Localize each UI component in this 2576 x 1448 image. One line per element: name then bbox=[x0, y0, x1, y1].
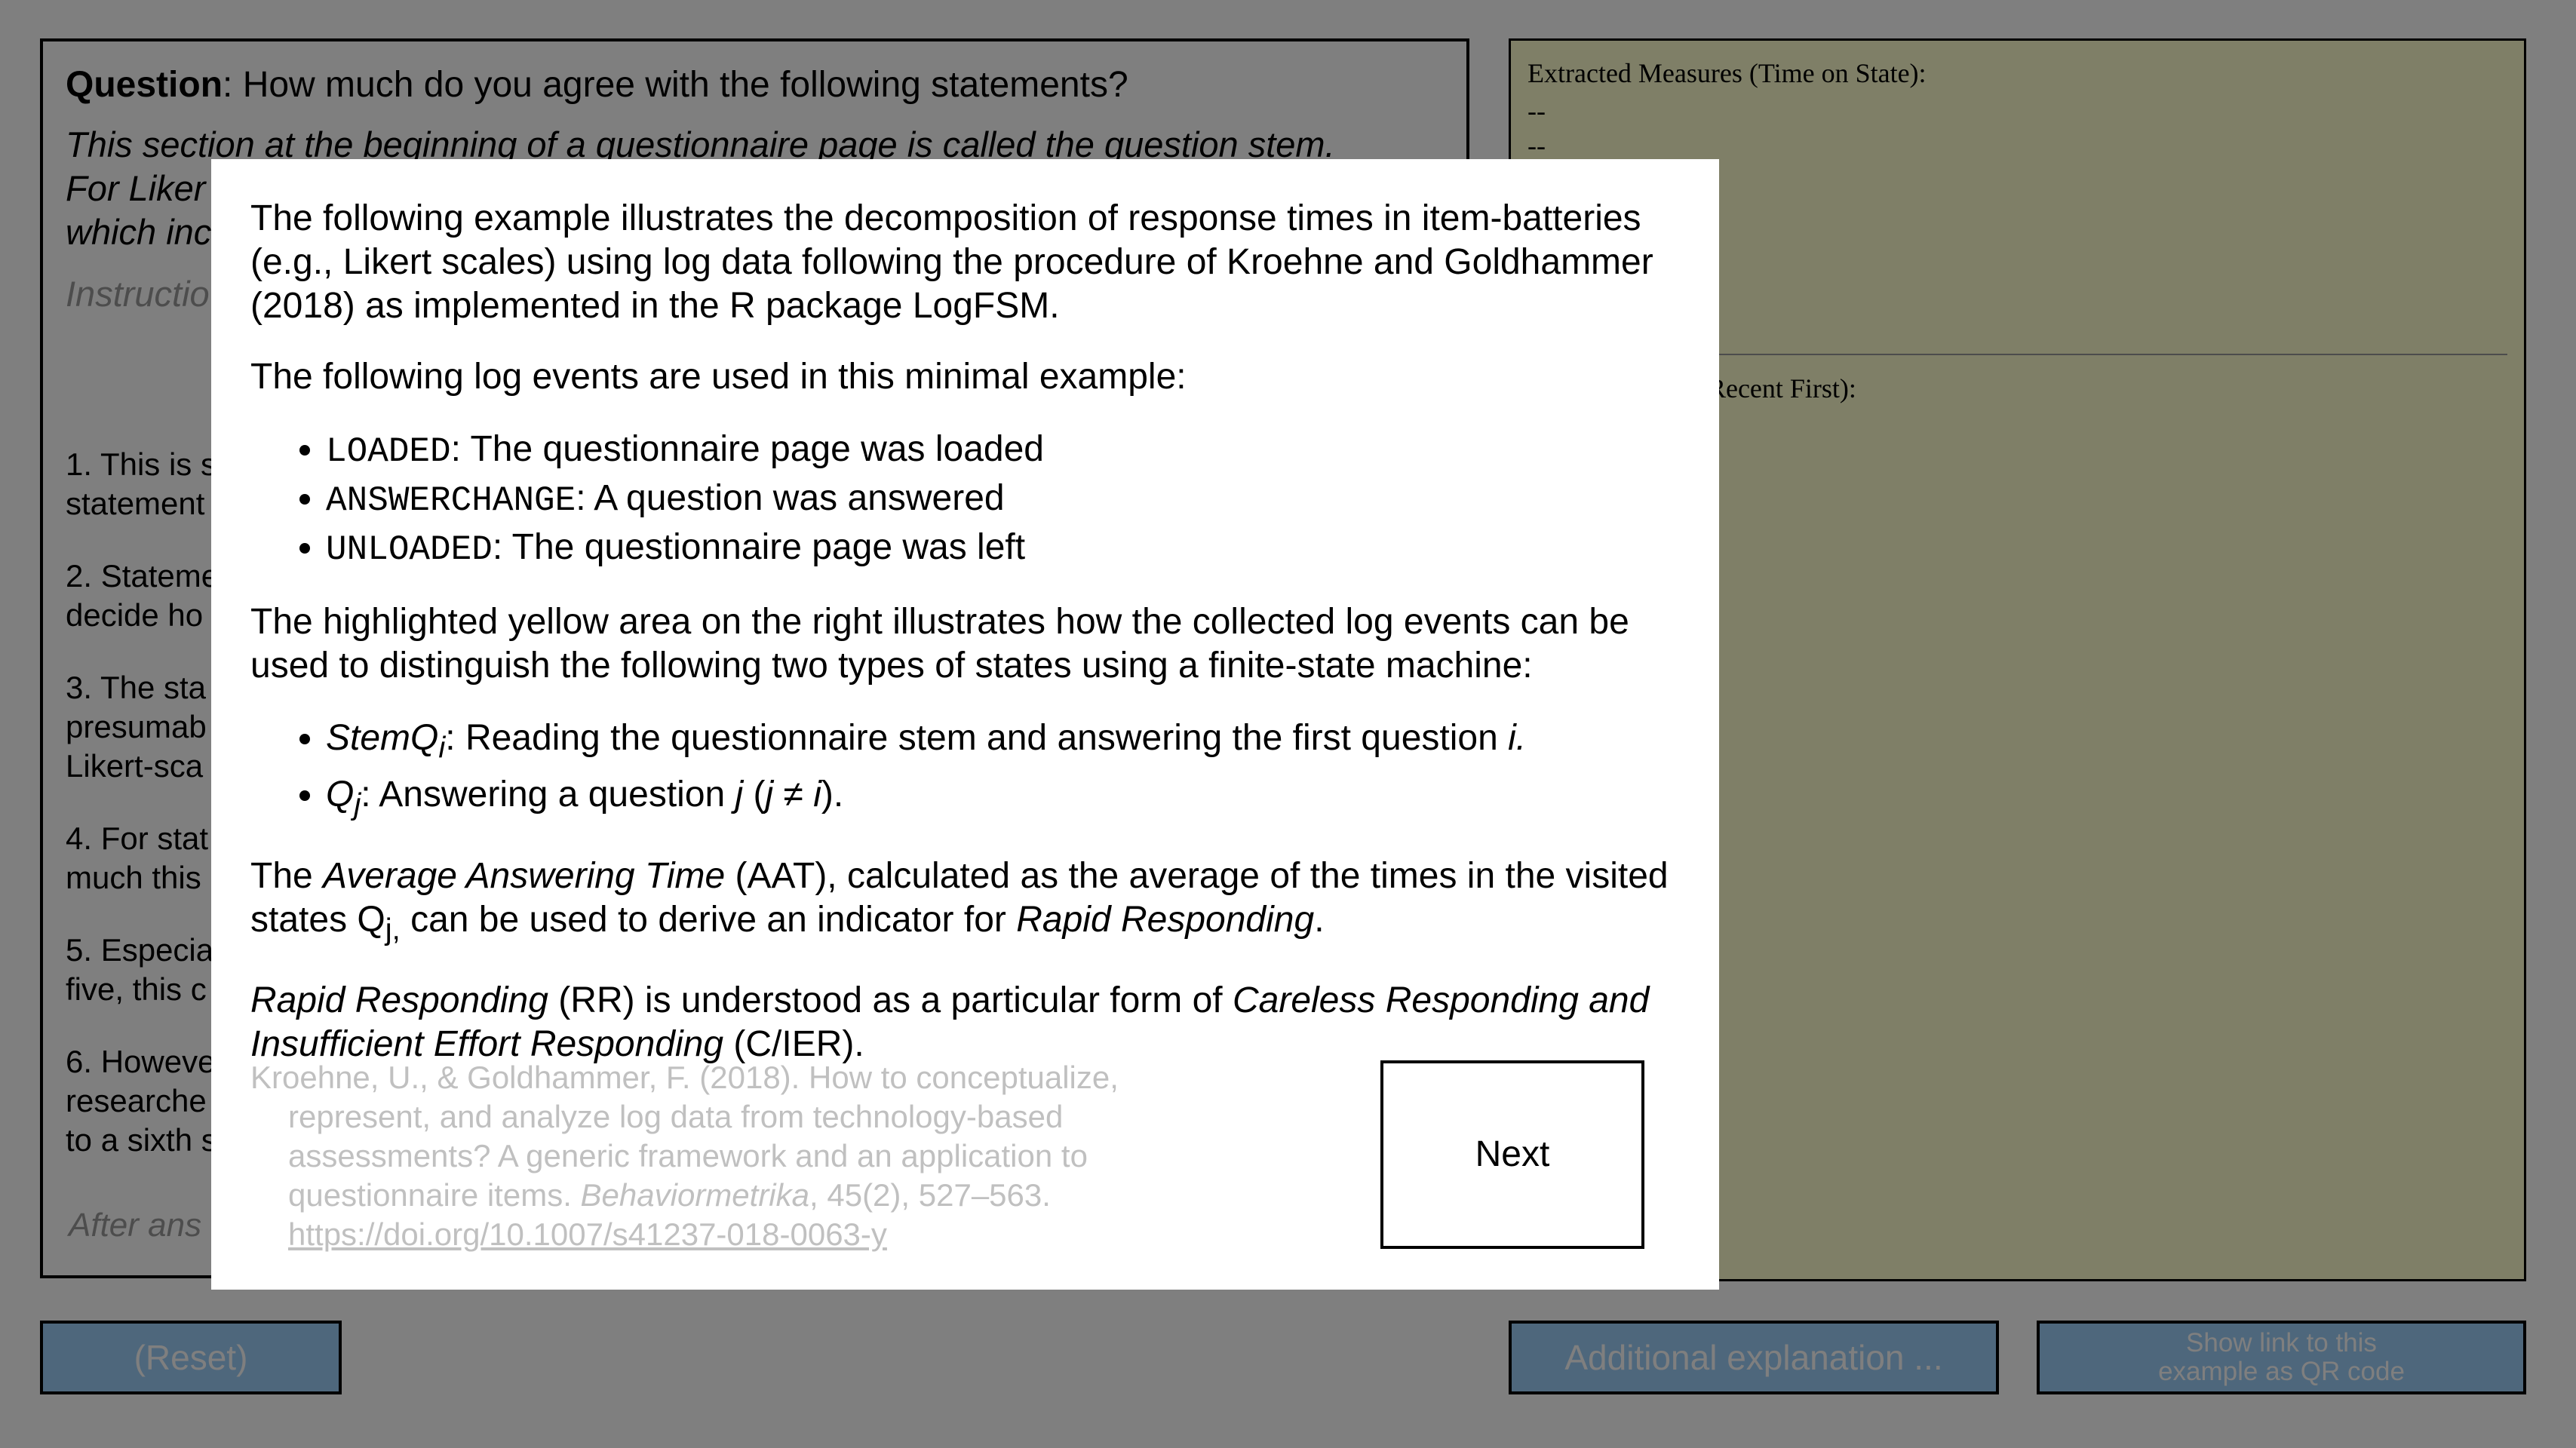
event-code: ANSWERCHANGE bbox=[326, 481, 576, 520]
explanation-dialog bbox=[211, 159, 1719, 1290]
doi-link[interactable]: https://doi.org/10.1007/s41237-018-0063-y bbox=[288, 1216, 887, 1252]
next-button[interactable]: Next bbox=[1380, 1060, 1644, 1249]
event-code: UNLOADED bbox=[326, 530, 493, 569]
event-item bbox=[326, 426, 1680, 475]
state-item: • $Q_j$: Answering a question j (j ≠ i). bbox=[326, 772, 1680, 828]
aat-paragraph: The Average Answering Time (AAT), calculated as the average of the times in the visited states $Q_{j,}$ can be used to derive an indicator for Rapid Responding. bbox=[250, 856, 1669, 946]
events-intro: The following log events are used in this minimal example: bbox=[250, 357, 1187, 397]
rr-paragraph: Rapid Responding (RR) is understood as a particular form of Careless Responding and Insufficient Effort Responding (C/IER). bbox=[250, 980, 1650, 1064]
event-code: LOADED bbox=[326, 432, 451, 471]
event-description: : The questionnaire page was loaded bbox=[450, 429, 1044, 469]
event-item bbox=[326, 524, 1680, 573]
event-list bbox=[250, 426, 1680, 573]
intro-paragraph: The following example illustrates the decomposition of response times in item-batteries (e.g., Likert scales) using log data following the procedure of Kroehne and Goldhammer (2018) as implemented in the R package LogFSM. bbox=[250, 198, 1653, 326]
event-description: : The questionnaire page was left bbox=[492, 527, 1026, 567]
reference-citation: Kroehne, U., & Goldhammer, F. (2018). How to conceptualize, represent, and analyze log data from technology-based assessments? A generic framework and an application to questionnaire items. Behaviormetrika, 45(2), 527–563. https://doi.org/10.1007/s41237-018-0063-y bbox=[250, 1060, 1119, 1252]
states-intro: The highlighted yellow area on the right illustrates how the collected log events can be used to distinguish the following two types of states using a finite-state machine: bbox=[250, 602, 1629, 686]
state-item: • StemQ$_i$: Reading the questionnaire stem and answering the first question i. bbox=[326, 715, 1680, 772]
event-description: : A question was answered bbox=[576, 478, 1005, 518]
event-item bbox=[326, 475, 1680, 524]
state-list bbox=[250, 715, 1680, 827]
